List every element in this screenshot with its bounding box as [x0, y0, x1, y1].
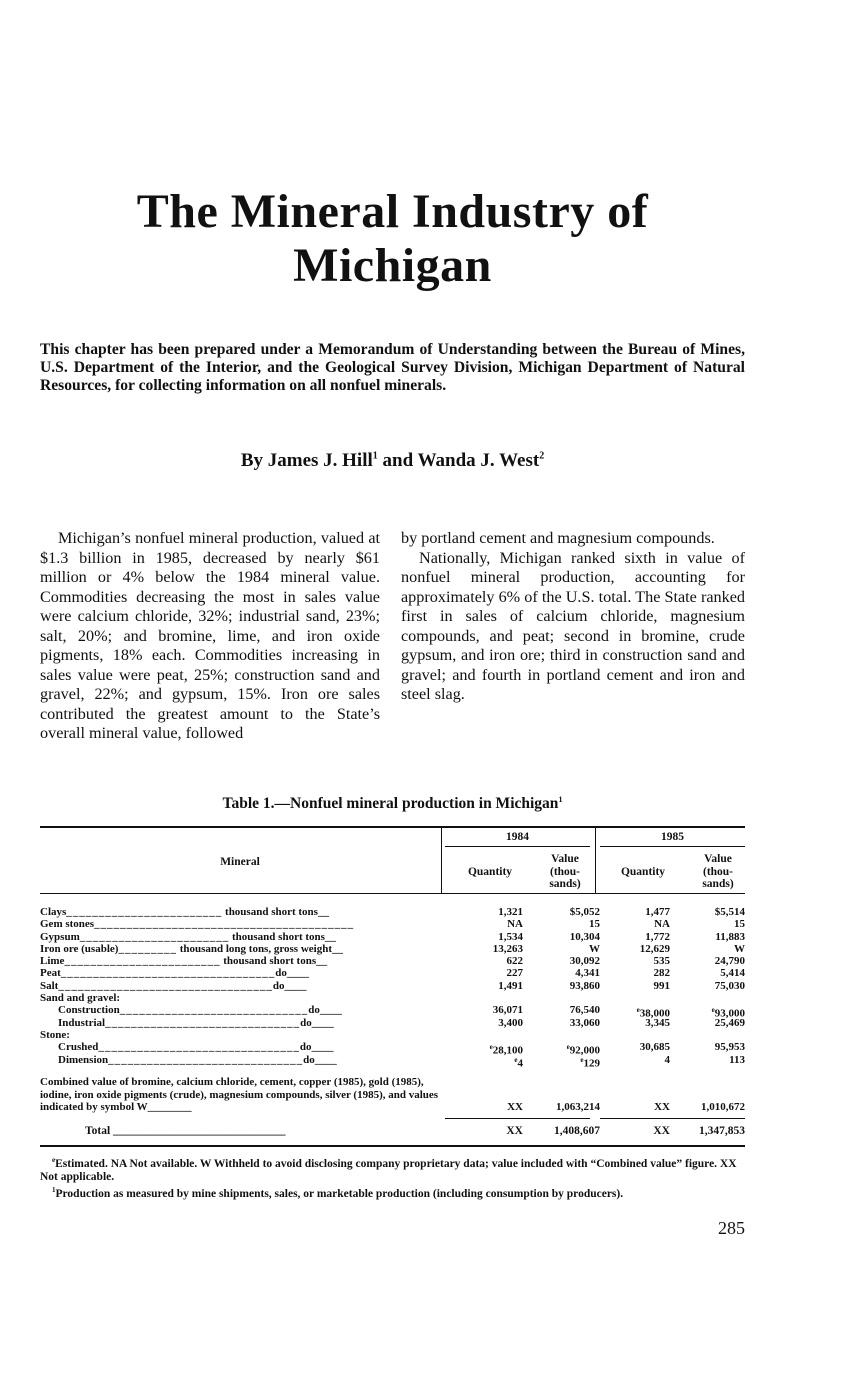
- value-1984-line1: Value: [551, 853, 579, 865]
- quantity-1985: XX: [654, 1101, 670, 1113]
- body-paragraph-2: Nationally, Michigan ranked sixth in value of nonfuel mineral production, accounting for approximately 6% of the U.S. total. The State ranked first in sales of calcium chloride, magnesium compounds, and peat; second in bromine, crude gypsum, and iron ore; third in construction sand and gravel; and fourth in portland cement and iron and steel slag.: [401, 548, 745, 703]
- page-number: 285: [718, 1218, 745, 1238]
- estimate-mark: e: [636, 1006, 640, 1015]
- value-1984: 1,408,607: [554, 1125, 600, 1137]
- table-row-gem-stones: [40, 918, 745, 930]
- leader-dots: ______________________________: [108, 1053, 304, 1066]
- unit: do____: [299, 1041, 334, 1054]
- author-1: James J. Hill: [267, 450, 373, 471]
- table-footnotes: [40, 1154, 745, 1201]
- total-label: [85, 1125, 286, 1137]
- quantity-1984: 1,321: [498, 906, 523, 918]
- leader-dots: _________: [118, 942, 177, 955]
- value-1984: 33,060: [569, 1016, 600, 1029]
- total-top-rule-1: [445, 1118, 590, 1119]
- quantity-1984: 36,071: [492, 1004, 523, 1017]
- title-line-2: Michigan: [293, 239, 492, 292]
- header-year-1984: 1984: [506, 831, 529, 843]
- quantity-1985: 3,345: [645, 1016, 670, 1029]
- row-label: [40, 906, 440, 918]
- group-label: Sand and gravel:: [40, 992, 121, 1005]
- value-1985: 1,347,853: [699, 1125, 745, 1137]
- unit: do____: [303, 1053, 337, 1066]
- value-1984: 4,341: [575, 967, 600, 980]
- row-label: [40, 955, 440, 967]
- table-title-text: Table 1.—Nonfuel mineral production in Michigan: [222, 795, 559, 813]
- footnote-mark-1: 1: [52, 1185, 56, 1194]
- table-row-gypsum: [40, 931, 745, 943]
- leader-dots: _______________________: [79, 930, 230, 943]
- mineral-name: Industrial: [58, 1016, 106, 1029]
- table-row-total: [40, 1125, 745, 1138]
- mineral-name: Dimension: [58, 1053, 109, 1066]
- value-1985: $^e$93,000: [711, 1006, 745, 1021]
- group-label: Stone:: [40, 1028, 70, 1041]
- value-1985-line1: Value: [704, 853, 732, 865]
- leader-dots: _______________________________: [98, 1041, 300, 1054]
- row-label: [58, 1004, 440, 1016]
- footnote-1-text: Production as measured by mine shipments, sales, or marketable production (including consumption by producers).: [55, 1187, 624, 1200]
- byline-prefix: By: [240, 450, 268, 471]
- row-label: [58, 1054, 440, 1066]
- estimate-mark: e: [514, 1055, 518, 1064]
- value-1985: 75,030: [714, 979, 745, 992]
- quantity-1984: 1,491: [498, 979, 523, 992]
- mineral-name: Lime: [40, 955, 65, 968]
- unit: do____: [275, 967, 309, 980]
- value-1985: 95,953: [714, 1041, 745, 1054]
- unit: thousand short tons__: [229, 930, 336, 943]
- footnote-abbreviations: [40, 1154, 745, 1184]
- quantity-1985: 535: [653, 955, 670, 968]
- header-quantity-1984: Quantity: [467, 866, 513, 878]
- value-1985: 24,790: [714, 955, 745, 968]
- quantity-1984: 1,534: [498, 930, 523, 943]
- quantity-1985: 30,685: [639, 1041, 670, 1054]
- estimate-mark: e: [566, 1043, 570, 1052]
- mineral-name: Gem stones: [40, 918, 95, 931]
- leader-dots: _________________________________: [60, 967, 276, 980]
- leader-dots: ______________________________: [110, 1125, 286, 1137]
- row-label: [40, 967, 440, 979]
- value-1985-line3: sands): [702, 878, 734, 890]
- quantity-1984: NA: [507, 918, 523, 931]
- table-row-lime: [40, 955, 745, 967]
- quantity-1985: XX: [653, 1125, 670, 1137]
- mineral-name: Peat: [40, 967, 61, 980]
- value-1985: W: [734, 942, 745, 955]
- title-line-1: The Mineral Industry of: [136, 185, 649, 238]
- quantity-1985: $^e$38,000: [636, 1006, 670, 1021]
- quantity-1984: XX: [507, 1101, 523, 1113]
- byline-and: and: [377, 450, 418, 471]
- leader-dots: _____________________________: [119, 1004, 309, 1017]
- mineral-name: Iron ore (usable): [40, 942, 119, 955]
- quantity-1985: 1,477: [645, 906, 670, 918]
- mineral-name: Clays: [40, 906, 67, 918]
- quantity-1985: 4: [664, 1053, 670, 1066]
- unit: do____: [272, 979, 307, 992]
- header-mineral: Mineral: [220, 856, 260, 868]
- footnote-1: [40, 1184, 745, 1201]
- value-1984: W: [589, 942, 600, 955]
- total-top-rule-2: [600, 1118, 745, 1119]
- total-text: Total: [85, 1125, 111, 1137]
- row-label: [40, 931, 440, 943]
- quantity-1985: 1,772: [645, 930, 670, 943]
- table-row-construction: [40, 1004, 745, 1021]
- estimate-mark: e: [711, 1006, 715, 1015]
- table-row-clays: [40, 906, 745, 918]
- table-row-industrial: [40, 1017, 745, 1029]
- leader-dots: ________________________: [64, 955, 221, 968]
- value-1985: 25,469: [714, 1016, 745, 1029]
- document-title: [40, 185, 745, 293]
- unit: do____: [308, 1004, 342, 1017]
- header-divider-1: [441, 828, 442, 893]
- table-group-sand-gravel: [40, 992, 745, 1004]
- combined-value-label: Combined value of bromine, calcium chloride, cement, copper (1985), gold (1985), iodine, iron oxide pigments (crude), magnesium compounds, silver (1985), and values indicated by symbol W________: [40, 1076, 439, 1113]
- header-bottom-rule: [40, 893, 745, 894]
- header-value-1984: [525, 853, 605, 891]
- value-1985-line2: (thou-: [702, 865, 734, 878]
- value-1984-line2: (thou-: [549, 865, 581, 878]
- table-row-crushed: [40, 1041, 745, 1057]
- leader-dots: ________________________: [66, 906, 223, 918]
- quantity-1984: XX: [506, 1125, 523, 1137]
- row-label: [40, 918, 440, 930]
- row-label: [40, 980, 440, 992]
- quantity-1985: 991: [653, 979, 670, 992]
- mineral-name: Construction: [58, 1004, 120, 1017]
- header-quantity-1985: Quantity: [620, 866, 666, 878]
- unit: thousand short tons__: [222, 906, 329, 918]
- value-1984: 1,063,214: [556, 1101, 600, 1113]
- table-row-salt: [40, 980, 745, 992]
- quantity-1985: NA: [654, 918, 670, 931]
- estimate-mark: e: [489, 1043, 493, 1052]
- value-1985: 1,010,672: [701, 1101, 745, 1113]
- table-body: [40, 906, 745, 1070]
- unit: thousand long tons, gross weight__: [176, 942, 343, 955]
- table-bottom-rule: [40, 1145, 745, 1147]
- table-title-footnote: 1: [558, 795, 563, 804]
- year-underline-1985: [600, 846, 745, 847]
- table-row-combined: [40, 1101, 745, 1114]
- table-title: [40, 795, 745, 813]
- leader-dots: ________________________________________: [94, 918, 355, 931]
- row-label: [58, 1017, 440, 1029]
- quantity-1984: $^e$4: [514, 1055, 523, 1070]
- leader-dots: ______________________________: [105, 1016, 301, 1029]
- leader-dots: _________________________________: [58, 979, 273, 992]
- mineral-name: Gypsum: [40, 930, 80, 943]
- value-1984: 15: [589, 918, 600, 931]
- footnote-mark-e: e: [52, 1156, 56, 1164]
- value-1985: 5,414: [720, 967, 745, 980]
- quantity-1985: 12,629: [639, 942, 670, 955]
- preface-paragraph: This chapter has been prepared under a Memorandum of Understanding between the Bureau of Mines, U.S. Department of the Interior, and the Geological Survey Division, Michigan Department of Natural Resources, for collecting information on all nonfuel minerals.: [40, 341, 745, 394]
- table-row-peat: [40, 967, 745, 979]
- quantity-1984: $^e$28,100: [489, 1043, 523, 1057]
- value-1984: 76,540: [569, 1004, 600, 1017]
- year-underline-1984: [445, 846, 590, 847]
- table-top-rule: [40, 826, 745, 828]
- byline: [40, 450, 745, 472]
- quantity-1984: 227: [506, 967, 523, 980]
- value-1985: $5,514: [714, 906, 745, 918]
- value-1984-line3: sands): [549, 878, 581, 890]
- quantity-1985: 282: [653, 967, 670, 980]
- footnote-abbreviations-text: Estimated. NA Not available. W Withheld to avoid disclosing company proprietary data; value included with “Combined value” figure. XX Not applicable.: [40, 1157, 737, 1183]
- unit: do____: [300, 1016, 334, 1029]
- unit: thousand short tons__: [220, 955, 328, 968]
- mineral-name: Salt: [40, 979, 59, 992]
- value-1985: 11,883: [715, 930, 745, 943]
- table-group-stone: [40, 1029, 745, 1041]
- quantity-1984: 13,263: [492, 942, 523, 955]
- author-1-footnote: 1: [372, 450, 378, 462]
- body-paragraph-1-continued: by portland cement and magnesium compounds.: [401, 529, 715, 547]
- body-column-left: [40, 529, 380, 744]
- quantity-1984: 3,400: [498, 1016, 523, 1029]
- author-2: Wanda J. West: [417, 450, 540, 471]
- value-1985: 113: [729, 1053, 745, 1066]
- author-2-footnote: 2: [539, 450, 545, 462]
- header-year-1985: 1985: [661, 831, 684, 843]
- body-paragraph-1: Michigan’s nonfuel mineral production, valued at $1.3 billion in 1985, decreased by nearly $61 million or 4% below the 1984 mineral value. Commodities decreasing the most in sales value were calcium chloride, 32%; industrial sand, 23%; salt, 20%; and bromine, lime, and iron oxide pigments, 18% each. Commodities increasing in sales value were peat, 25%; construction sand and gravel, 22%; and gypsum, 15%. Iron ore sales contributed the greatest amount to the State’s overall mineral value, followed: [40, 529, 380, 742]
- value-1985: 15: [734, 918, 745, 931]
- estimate-mark: e: [580, 1055, 584, 1064]
- header-value-1985: [678, 853, 758, 891]
- value-1984: $^e$129: [580, 1055, 600, 1070]
- value-1984: 30,092: [569, 955, 600, 968]
- row-label: [40, 943, 440, 955]
- value-1984: 93,860: [569, 979, 600, 992]
- value-1984: $^e$92,000: [566, 1043, 600, 1057]
- row-label: [58, 1041, 440, 1053]
- table-row-dimension: [40, 1053, 745, 1070]
- quantity-1984: 622: [506, 955, 523, 968]
- mineral-name: Crushed: [58, 1041, 99, 1054]
- table-row-iron-ore: [40, 943, 745, 955]
- value-1984: $5,052: [569, 906, 600, 918]
- value-1984: 10,304: [569, 930, 600, 943]
- body-column-right: [401, 529, 745, 705]
